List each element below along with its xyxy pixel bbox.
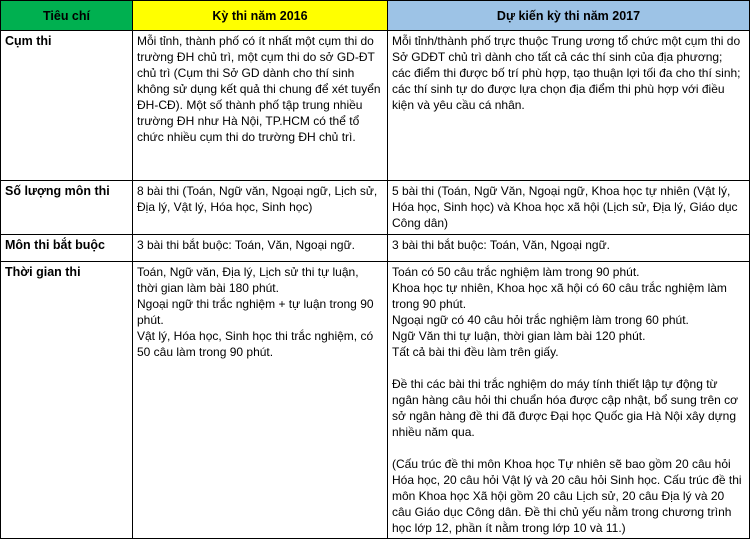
table-row xyxy=(1,262,750,539)
cell-2017 xyxy=(388,262,750,539)
header-2017: Dự kiến kỳ thi năm 2017 xyxy=(388,1,750,31)
cell-text: Toán, Ngữ văn, Địa lý, Lịch sử thi tự luận, thời gian làm bài 180 phút. xyxy=(137,265,359,295)
cell-text: 5 bài thi (Toán, Ngữ Văn, Ngoại ngữ, Khoa học tự nhiên (Vật lý, Hóa học, Sinh học) và Khoa học xã hội (Lịch sử, Địa lý, Giáo dục Công dân) xyxy=(392,184,738,230)
cell-text: Ngữ Văn thi tự luận, thời gian làm bài 120 phút. xyxy=(392,329,646,343)
cell-2016 xyxy=(133,262,388,539)
header-2016: Kỳ thi năm 2016 xyxy=(133,1,388,31)
cell-text: 3 bài thi bắt buộc: Toán, Văn, Ngoại ngữ. xyxy=(137,238,355,252)
cell-text: Toán có 50 câu trắc nghiệm làm trong 90 phút. xyxy=(392,265,640,279)
header-criteria: Tiêu chí xyxy=(1,1,133,31)
criterion-cell: Thời gian thi xyxy=(1,262,133,539)
header-row xyxy=(1,1,750,31)
table-row xyxy=(1,181,750,235)
cell-text: Ngoại ngữ thi trắc nghiệm + tự luận trong 90 phút. xyxy=(137,297,374,327)
cell-text: (Cấu trúc đề thi môn Khoa học Tự nhiên sẽ bao gồm 20 câu hỏi Hóa học, 20 câu hỏi Vật lý và 20 câu hỏi Sinh học. Cấu trúc đề thi môn Khoa học Xã hội gồm 20 câu Lịch sử, 20 câu Địa lý và 20 câu Giáo dục Công dân. Đề thi chủ yếu nằm trong chương trình học lớp 12, phần ít nằm trong lớp 10 và 11.) xyxy=(392,457,742,535)
cell-text: 3 bài thi bắt buộc: Toán, Văn, Ngoại ngữ. xyxy=(392,238,610,252)
paragraph-gap xyxy=(392,440,744,456)
criterion-cell: Cụm thi xyxy=(1,31,133,181)
cell-text: Vật lý, Hóa học, Sinh học thi trắc nghiệm, có 50 câu làm trong 90 phút. xyxy=(137,329,374,359)
cell-2017 xyxy=(388,181,750,235)
cell-text: 8 bài thi (Toán, Ngữ văn, Ngoại ngữ, Lịch sử, Địa lý, Vật lý, Hóa học, Sinh học) xyxy=(137,184,378,214)
table-row xyxy=(1,235,750,262)
cell-2017 xyxy=(388,31,750,181)
paragraph-gap xyxy=(392,360,744,376)
cell-text: Khoa học tự nhiên, Khoa học xã hội có 60 câu trắc nghiệm làm trong 90 phút. xyxy=(392,281,727,311)
cell-2016 xyxy=(133,31,388,181)
cell-2017 xyxy=(388,235,750,262)
cell-text: Ngoại ngữ có 40 câu hỏi trắc nghiệm làm trong 60 phút. xyxy=(392,313,689,327)
criterion-cell: Số lượng môn thi xyxy=(1,181,133,235)
cell-text: Tất cả bài thi đều làm trên giấy. xyxy=(392,345,559,359)
cell-2016 xyxy=(133,235,388,262)
cell-text: Mỗi tỉnh, thành phố có ít nhất một cụm thi do trường ĐH chủ trì, một cụm thi do sở GD-ĐT chủ trì (Cụm thi Sở GD dành cho thí sinh không sử dụng kết quả thi chung để xét tuyển ĐH-CĐ). Một số thành phố tập trung nhiều trường ĐH như Hà Nội, TP.HCM có thể tổ chức nhiều cụm thi do trường ĐH chủ trì. xyxy=(137,34,381,144)
table-row xyxy=(1,31,750,181)
cell-2016 xyxy=(133,181,388,235)
cell-text: Mỗi tỉnh/thành phố trực thuộc Trung ương tổ chức một cụm thi do Sở GDĐT chủ trì dành cho tất cả các thí sinh của địa phương; các điểm thi được bố trí phù hợp, tạo thuận lợi tối đa cho thí sinh; các thí sinh tự do được lựa chọn địa điểm thi phù hợp với điều kiện và yêu cầu cá nhân. xyxy=(392,34,741,112)
criterion-cell: Môn thi bắt buộc xyxy=(1,235,133,262)
cell-text: Đề thi các bài thi trắc nghiệm do máy tính thiết lập tự động từ ngân hàng câu hỏi thi chuẩn hóa được cập nhật, bổ sung trên cơ sở ngân hàng đề thi đã được Đại học Quốc gia Hà Nội xây dựng nhiều năm qua. xyxy=(392,377,739,439)
